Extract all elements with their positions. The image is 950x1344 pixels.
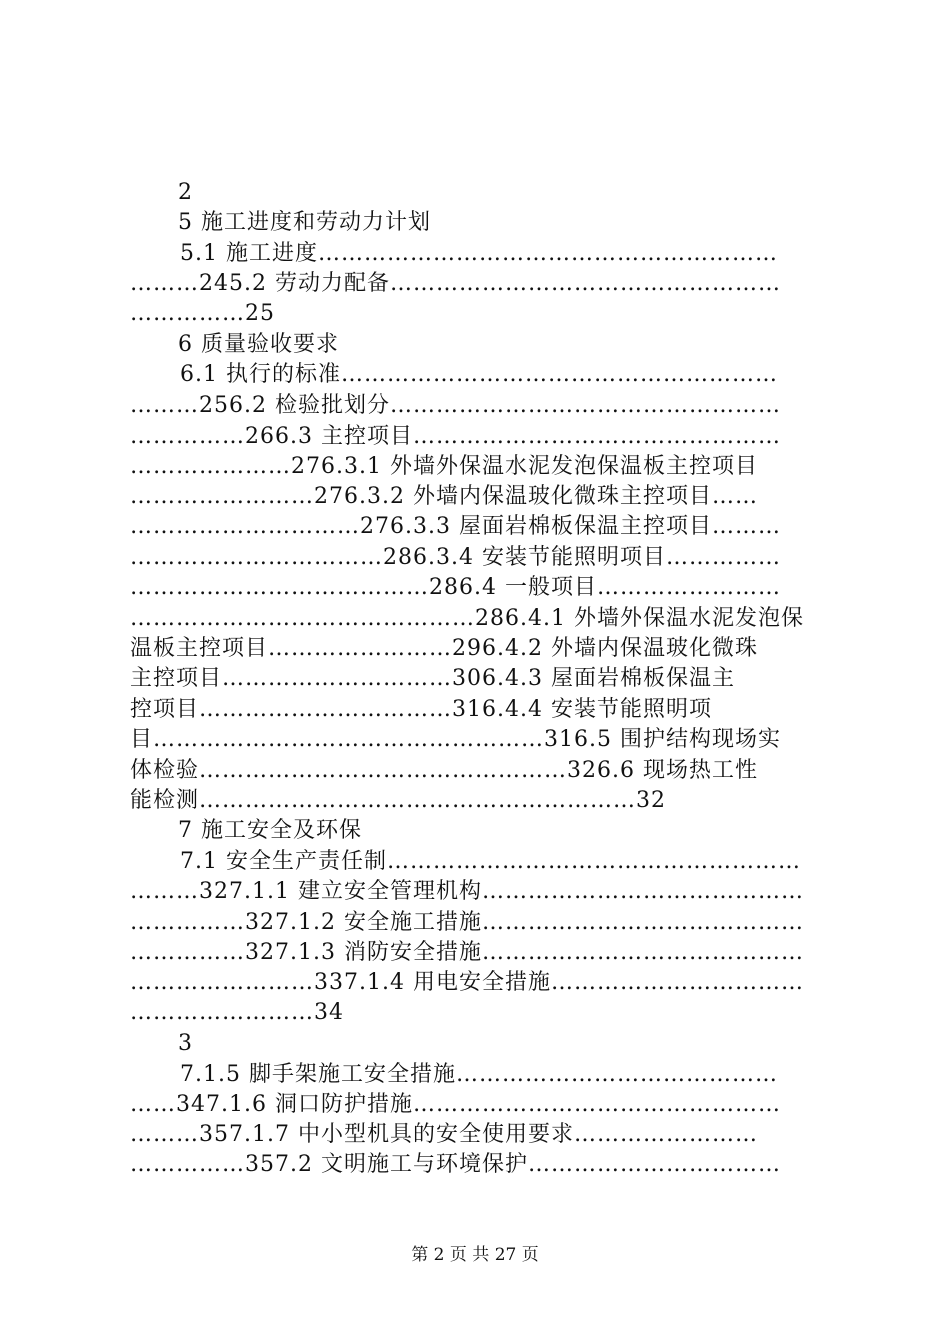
page-number-marker: 2 [178,180,193,205]
toc-line: 能检测…………………………………………………32 [130,788,666,813]
toc-heading-7: 7 施工安全及环保 [178,818,362,843]
toc-line: ……………25 [130,301,275,326]
toc-line: ………245.2 劳动力配备…………………………………………… [130,271,781,296]
toc-line: ………256.2 检验批划分…………………………………………… [130,393,781,418]
toc-line: ………357.1.7 中小型机具的安全使用要求…………………… [130,1122,758,1147]
toc-line: 温板主控项目……………………296.4.2 外墙内保温玻化微珠 [130,636,758,661]
toc-line: ……………327.1.3 消防安全措施…………………………………… [130,940,804,965]
toc-line: …………………………………286.4 一般项目…………………… [130,575,781,600]
toc-line: 6.1 执行的标准………………………………………………… [180,362,778,387]
toc-line: ……………………………286.3.4 安装节能照明项目…………… [130,545,781,570]
toc-line: 控项目……………………………316.4.4 安装节能照明项 [130,697,712,722]
toc-line: ……………………276.3.2 外墙内保温玻化微珠主控项目…… [130,484,758,509]
toc-line: 主控项目…………………………306.4.3 屋面岩棉板保温主 [130,666,735,691]
page-footer: 第 2 页 共 27 页 [411,1245,539,1265]
toc-line: ……………266.3 主控项目………………………………………… [130,424,781,449]
toc-line: 5.1 施工进度…………………………………………………… [180,241,778,266]
toc-line: ……………327.1.2 安全施工措施…………………………………… [130,910,804,935]
toc-line: 7.1.5 脚手架施工安全措施…………………………………… [180,1062,778,1087]
toc-line: ………………………………………286.4.1 外墙外保温水泥发泡保 [130,606,804,631]
toc-line: ……………357.2 文明施工与环境保护…………………………… [130,1152,781,1177]
toc-line: 体检验…………………………………………326.6 现场热工性 [130,758,758,783]
toc-line: ……………………337.1.4 用电安全措施…………………………… [130,970,804,995]
toc-heading-5: 5 施工进度和劳动力计划 [178,210,431,235]
toc-line: ………327.1.1 建立安全管理机构…………………………………… [130,879,804,904]
toc-line: 7.1 安全生产责任制……………………………………………… [180,849,801,874]
toc-line: ……347.1.6 洞口防护措施………………………………………… [130,1092,781,1117]
page-number-marker: 3 [178,1031,193,1056]
toc-line: ……………………34 [130,1000,344,1025]
toc-line: …………………………276.3.3 屋面岩棉板保温主控项目……… [130,514,781,539]
toc-line: …………………276.3.1 外墙外保温水泥发泡保温板主控项目 [130,454,758,479]
toc-heading-6: 6 质量验收要求 [178,332,339,357]
toc-line: 目……………………………………………316.5 围护结构现场实 [130,727,781,752]
